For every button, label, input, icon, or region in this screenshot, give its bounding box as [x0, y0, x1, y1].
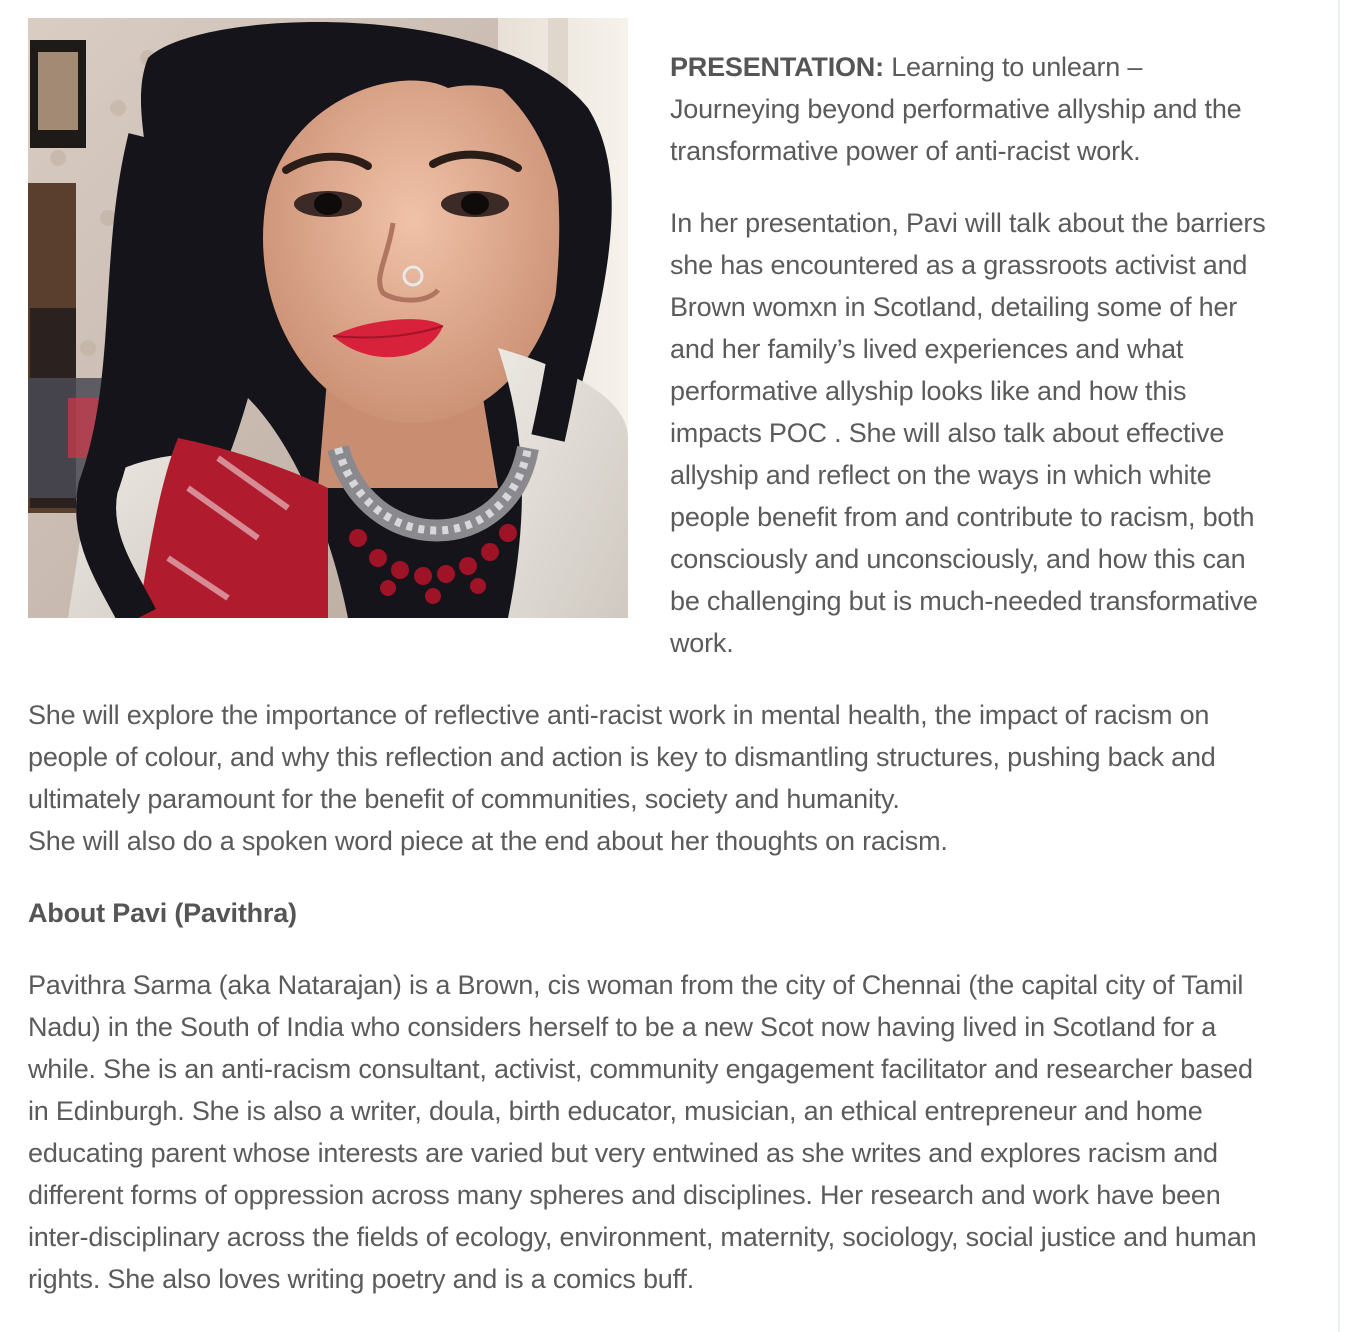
- explore-paragraph: She will explore the importance of reflective anti-racist work in mental health, the impact of racism on people of colour, and why this reflection and action is key to dismantling structures, pushing back and ultimately paramount for the benefit of communities, society and humanity.: [28, 700, 1216, 814]
- page-edge-divider: [1338, 0, 1340, 1332]
- details-section: [28, 694, 1278, 1300]
- intro-paragraph: In her presentation, Pavi will talk about the barriers she has encountered as a grassroots activist and Brown womxn in Scotland, detailing some of her and her family’s lived experiences and what performative allyship looks like and how this impacts POC . She will also talk about effective allyship and reflect on the ways in which white people benefit from and contribute to racism, both consciously and unconsciously, and how this can be challenging but is much-needed transformative work.: [670, 208, 1266, 658]
- bio-paragraph: Pavithra Sarma (aka Natarajan) is a Brown, cis woman from the city of Chennai (the capital city of Tamil Nadu) in the South of India who considers herself to be a new Scot now having lived in Scotland for a while. She is an anti-racism consultant, activist, community engagement facilitator and researcher based in Edinburgh. She is also a writer, doula, birth educator, musician, an ethical entrepreneur and home educating parent whose interests are varied but very entwined as she writes and explores racism and different forms of oppression across many spheres and disciplines. Her research and work have been inter-disciplinary across the fields of ecology, environment, maternity, sociology, social justice and human rights. She also loves writing poetry and is a comics buff.: [28, 970, 1257, 1294]
- about-heading: About Pavi (Pavithra): [28, 898, 297, 928]
- spoken-word-line: She will also do a spoken word piece at the end about her thoughts on racism.: [28, 826, 948, 856]
- portrait-image: [28, 18, 628, 618]
- presentation-label: PRESENTATION:: [670, 52, 884, 82]
- presentation-title: [670, 46, 1278, 172]
- presentation-summary: [670, 46, 1278, 664]
- presentation-title-text: Learning to unlearn – Journeying beyond performative allyship and the transformative power of anti-racist work.: [670, 52, 1242, 166]
- speaker-photo: [28, 18, 628, 618]
